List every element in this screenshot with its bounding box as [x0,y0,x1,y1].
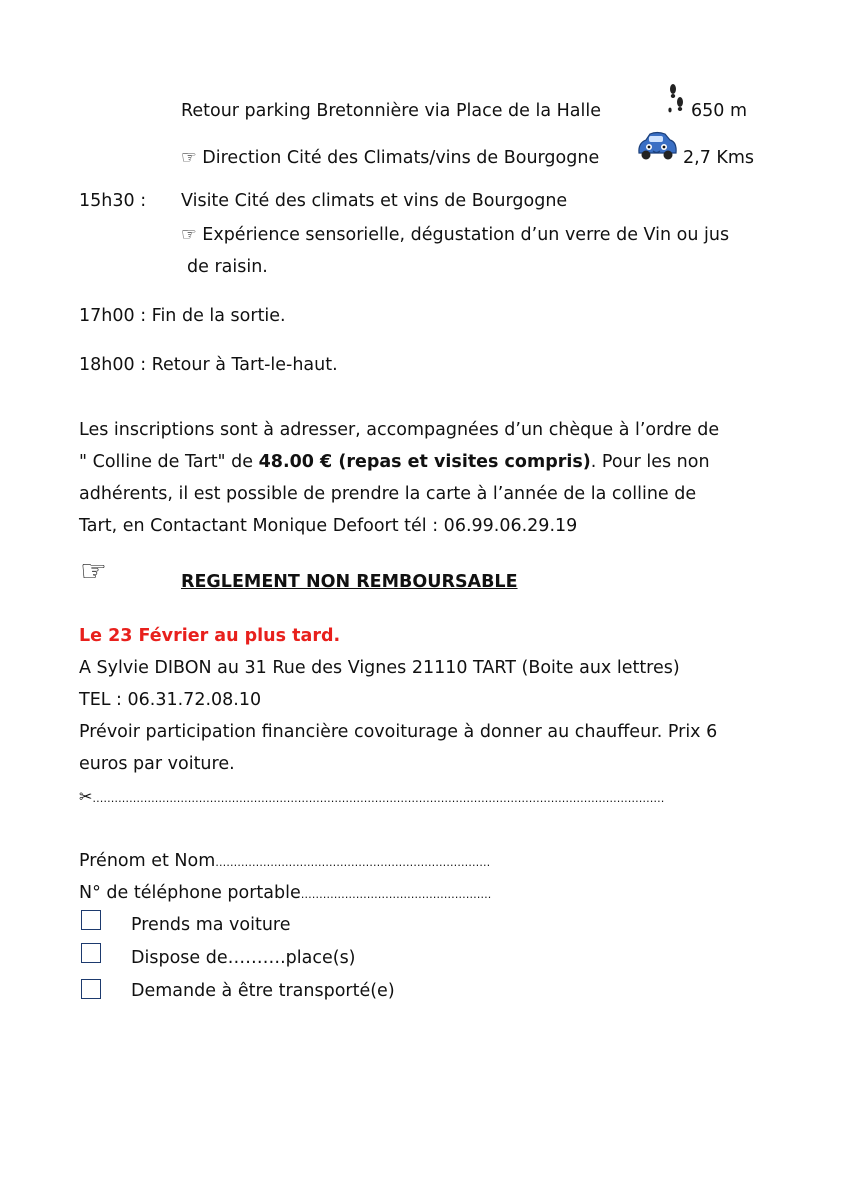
name-field-line [79,849,490,875]
end-line: 17h00 : Fin de la sortie. [79,306,286,326]
phone-label: N° de téléphone portable [79,883,301,903]
pointing-hand-icon: ☞ [181,225,197,245]
visit-time: 15h30 : [79,191,147,211]
scissors-icon: ✂ [79,787,93,806]
direction-line [181,146,599,170]
pointing-hand-large-icon: ☞ [80,554,107,589]
drive-distance: 2,7 Kms [683,148,755,168]
car-icon [634,129,680,163]
non-refundable-heading: REGLEMENT NON REMBOURSABLE [181,572,518,592]
phone-dots: ……………………………………………. [300,888,492,901]
registration-line-3: adhérents, il est possible de prendre la carte à l’année de la colline de [79,484,697,504]
cut-line [79,785,769,811]
registration-line-2 [79,450,710,474]
carpool-text-2: euros par voiture. [79,754,235,774]
registration-line-4: Tart, en Contactant Monique Defoort tél : 06.99.06.29.19 [79,516,578,536]
registration-line-1: Les inscriptions sont à adresser, accompagnées d’un chèque à l’ordre de [79,420,720,440]
return-parking-text: Retour parking Bretonnière via Place de la Halle [181,101,601,121]
experience-text-2: de raisin. [187,257,268,277]
walk-distance: 650 m [691,101,748,121]
pointing-hand-icon: ☞ [181,148,197,168]
price-text: 48.00 € (repas et visites compris) [258,452,591,472]
footprints-icon [665,82,689,118]
registration-non: . Pour les non [590,452,710,472]
cut-dots: ………………………………………………………………………………………………………………………………………… [92,792,665,805]
carpool-text-1: Prévoir participation financière covoiturage à donner au chauffeur. Prix 6 [79,722,718,742]
option-label-car: Prends ma voiture [131,915,291,935]
registration-colline: " Colline de Tart" de [79,452,259,472]
name-label: Prénom et Nom [79,851,216,871]
name-dots: ………………………………………………………………… [215,856,491,869]
option-label-transport: Demande à être transporté(e) [131,981,395,1001]
phone-field-line [79,881,491,907]
deadline-text: Le 23 Février au plus tard. [79,626,341,646]
address-text: A Sylvie DIBON au 31 Rue des Vignes 21110 TART (Boite aux lettres) [79,658,680,678]
option-checkbox-car[interactable] [81,910,101,930]
option-label-seats: Dispose de……….place(s) [131,948,356,968]
return-line: 18h00 : Retour à Tart-le-haut. [79,355,338,375]
phone-text: TEL : 06.31.72.08.10 [79,690,262,710]
visit-title: Visite Cité des climats et vins de Bourgogne [181,191,568,211]
direction-text: Direction Cité des Climats/vins de Bourgogne [202,148,600,168]
experience-text-1: Expérience sensorielle, dégustation d’un verre de Vin ou jus [202,225,730,245]
option-checkbox-transport[interactable] [81,979,101,999]
experience-line [181,223,729,247]
option-checkbox-seats[interactable] [81,943,101,963]
